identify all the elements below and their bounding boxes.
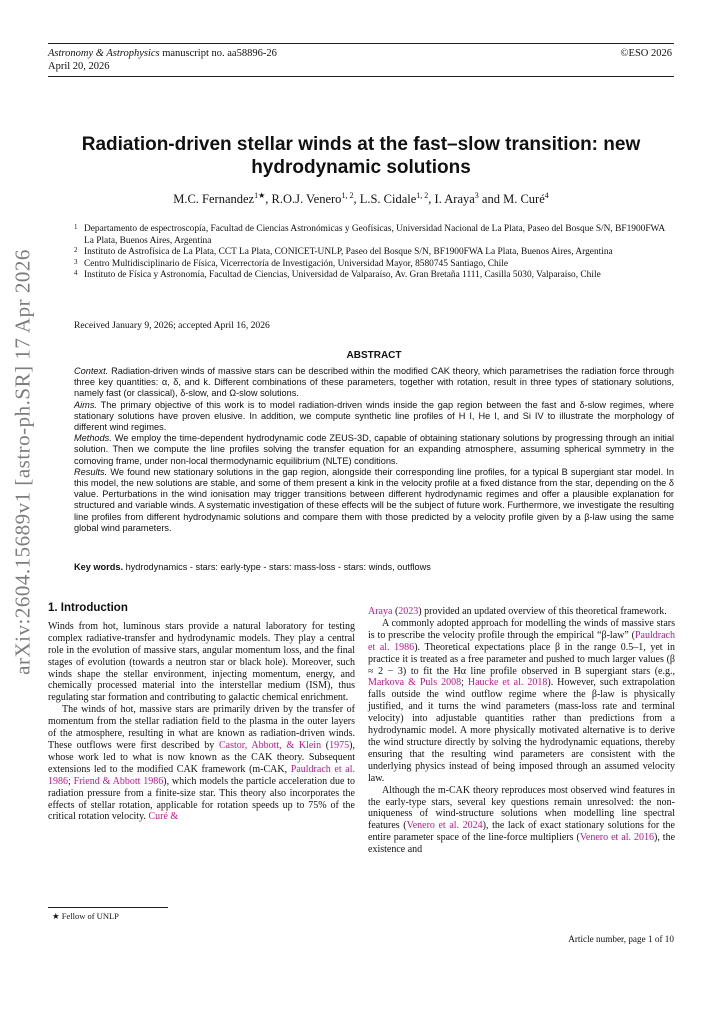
body-text: The winds of hot, massive stars are primarily driven by the transfer of momentum from the stellar radiation field to the plasma in the outer layers of the atmosphere, resulting in what are known as radiation-driven winds. These outflows were first described by — [48, 704, 355, 751]
author-affil-mark: 3 — [474, 191, 479, 200]
author-affil-mark: 1★ — [254, 191, 266, 200]
paper-title: Radiation-driven stellar winds at the fast–slow transition: new hydrodynamic solutions — [81, 134, 641, 178]
abstract — [74, 366, 674, 534]
abstract-text: The primary objective of this work is to model radiation-driven winds inside the gap region between the fast and δ-slow regimes, where stationary solutions have proven elusive. In addition, we compute synthetic line profiles of H I, He I, and Si IV to illustrate the morphology of different wind regimes. — [74, 399, 674, 433]
journal-line — [48, 47, 674, 60]
affiliation-item — [74, 224, 674, 247]
abstract-label: Results. — [74, 466, 108, 477]
citation-link[interactable]: Friend & Abbott 1986 — [73, 775, 164, 787]
keywords-label: Key words. — [74, 562, 124, 572]
body-paragraph — [368, 618, 675, 785]
affiliation-number: 2 — [74, 246, 78, 255]
citation-link[interactable]: Curé & — [148, 811, 179, 823]
abstract-paragraph — [74, 400, 674, 434]
citation-link[interactable]: Haucke et al. 2018 — [467, 677, 548, 689]
citation-link[interactable]: Pauldrach et al. 1986 — [368, 629, 675, 653]
journal-name: Astronomy & Astrophysics — [48, 48, 160, 59]
body-text: ( — [392, 606, 399, 617]
abstract-label: Methods. — [74, 433, 112, 444]
author-separator: and — [478, 192, 504, 207]
affiliation-text: Departamento de espectroscopía, Facultad de Ciencias Astronómicas y Geofísicas, Universidad Nacional de La Plata, Paseo del Bosque S/N, BF1900FWA La Plata, Buenos Aires, Argentina — [84, 224, 665, 246]
affiliation-item — [74, 247, 674, 259]
citation-link[interactable]: Castor, Abbott, & Klein — [219, 739, 322, 751]
left-column-body — [48, 621, 355, 823]
footnote: ★ Fellow of UNLP — [52, 911, 119, 921]
keywords — [74, 562, 674, 572]
author-list — [48, 188, 674, 207]
manuscript-number: manuscript no. aa58896-26 — [162, 48, 277, 59]
body-paragraph — [48, 621, 355, 704]
running-head — [48, 43, 674, 77]
body-text: ), the lack of exact stationary solutions for the entire parameter space of the line-force multipliers ( — [368, 820, 675, 844]
body-text: ; — [461, 677, 468, 689]
citation-link[interactable]: 2023 — [398, 606, 419, 617]
author-affil-mark: 1, 2 — [341, 191, 354, 200]
citation-link[interactable]: Markova & Puls 2008 — [368, 677, 462, 689]
author-separator: , — [428, 192, 435, 207]
abstract-text: We found new stationary solutions in the gap region, alongside their corresponding line profiles, for a typical B supergiant star model. In this model, the new solutions are stable, and some of them present a kink in the velocity profile at a fixed distance from the star, depending on the δ value. Perturbations in the wind ionisation may trigger transitions between different hydrodynamic regimes and offer a plausible explanation for structured and variable winds. A systematic investigation of these effects will be the subject of future work. Furthermore, we investigate the resulting line profiles from different hydrodynamic solutions and compare them with those predicted by a velocity profile given by a β-law using the same global wind parameters. — [74, 466, 674, 533]
body-text: ). Theoretical expectations place β in the range 0.5–1, yet in practice it is treated as a free parameter and pushed to much larger values (β ≈ 2 − 3) to fit the Hα line profile observed in B supergiant stars (e.g., — [368, 641, 675, 677]
affiliation-text: Centro Multidisciplinario de Física, Vicerrectoría de Investigación, Universidad Mayor, 8580745 Santiago, Chile — [84, 258, 509, 269]
right-column-body — [368, 606, 675, 856]
abstract-paragraph — [74, 433, 674, 467]
affiliation-number: 1 — [74, 223, 78, 231]
body-paragraph — [48, 704, 355, 823]
body-paragraph — [368, 606, 675, 618]
affiliation-text: Instituto de Astrofísica de La Plata, CCT La Plata, CONICET-UNLP, Paseo del Bosque S/N, BF1900FWA La Plata, Buenos Aires, Argentina — [84, 247, 613, 258]
body-text: ). However, such extrapolation falls outside the wind outflow regime where the β-law is physically justified, and it turns the wind parameters (mass-loss rate and terminal velocity) into adjustable quantities rather than predictions from a hydrodynamic model. A more physically motivated alternative is to derive the wind structure directly by solving the hydrodynamic equations, thereby ensuring that the resulting wind parameters are consistent with the underlying physics instead of being imposed through an assumed velocity law. — [368, 677, 676, 784]
abstract-text: Radiation-driven winds of massive stars can be described within the modified CAK theory, which parametrises the radiation force through three key quantities: α, δ, and k. Different combinations of these parameters, together with rotation, result in three types of stationary solutions, namely fast (or classical), δ-slow, and Ω-slow solutions. — [74, 366, 674, 399]
page-number: Article number, page 1 of 10 — [568, 934, 674, 944]
body-text: ; — [68, 775, 74, 787]
abstract-paragraph — [74, 366, 674, 400]
affiliations — [74, 224, 674, 282]
section-heading-introduction: 1. Introduction — [48, 602, 128, 614]
body-text: Winds from hot, luminous stars provide a natural laboratory for testing complex radiative-transfer and hydrodynamic models. They play a central role in the evolution of massive stars, angular momentum loss, and the final stages of evolution (towards a neutron star or black hole). Moreover, such winds shape the stellar environment, injecting momentum, energy, and chemically processed material into the interstellar medium (ISM), thus regulating star formation and contributing to galactic chemical enrichment. — [48, 620, 355, 704]
affiliation-item — [74, 259, 674, 271]
body-text: ), whose work led to what is now known as the CAK theory. Subsequent extensions led to the modified CAK framework (m-CAK, — [48, 739, 355, 775]
author-affil-mark: 4 — [544, 191, 549, 200]
citation-link[interactable]: Venero et al. 2024 — [406, 820, 483, 832]
copyright: ©ESO 2026 — [620, 48, 672, 59]
abstract-paragraph — [74, 467, 674, 534]
body-text: A commonly adopted approach for modelling the winds of massive stars is to prescribe the velocity profile through the empirical “β-law” ( — [368, 617, 675, 641]
body-text: ), the existence and — [368, 832, 676, 856]
affiliation-number: 3 — [74, 257, 78, 266]
abstract-text: We employ the time-dependent hydrodynamic code ZEUS-3D, capable of obtaining stationary solutions by progressing through an initial solution. Then we compute the line profiles solving the transfer equation for an expanding atmosphere, assuming spherical symmetry in the comoving frame, under non-local thermodynamic equilibrium (NLTE) conditions. — [74, 433, 674, 466]
body-text: ( — [321, 739, 330, 751]
keywords-text: hydrodynamics - stars: early-type - stars: mass-loss - stars: winds, outflows — [123, 562, 431, 572]
abstract-label: Aims. — [74, 399, 97, 410]
author-name: M.C. Fernandez — [173, 192, 255, 207]
citation-link[interactable]: Venero et al. 2016 — [579, 832, 654, 844]
affiliation-text: Instituto de Física y Astronomía, Facultad de Ciencias, Universidad de Valparaíso, Av. Gran Bretaña 1111, Casilla 5030, Valparaíso, Chile — [84, 270, 601, 281]
body-text: ), which models the particle acceleration due to radiation pressure from a finite-size star. This theory also incorporates the effects of stellar rotation, applicable for rotation speeds up to 75% of the critical rotation velocity. — [48, 775, 355, 823]
body-paragraph — [368, 785, 675, 856]
affiliation-item — [74, 270, 674, 282]
citation-link[interactable]: 1975 — [329, 739, 350, 751]
abstract-heading: ABSTRACT — [346, 350, 402, 361]
arxiv-stamp-text: arXiv:2604.15689v1 [astro-ph.SR] 17 Apr 2026 — [10, 249, 35, 675]
citation-link[interactable]: Pauldrach et al. 1986 — [48, 763, 355, 787]
right-column — [368, 606, 675, 856]
author-separator: , — [265, 192, 272, 207]
author-name: R.O.J. Venero — [271, 192, 342, 207]
citation-link[interactable]: Araya — [368, 606, 393, 617]
affiliation-number: 4 — [74, 269, 78, 278]
author-name: L.S. Cidale — [359, 192, 417, 207]
author-name: I. Araya — [434, 192, 475, 207]
arxiv-stamp — [8, 249, 38, 675]
left-column — [48, 603, 355, 823]
manuscript-date: April 20, 2026 — [48, 61, 110, 72]
author-separator: , — [353, 192, 360, 207]
abstract-label: Context. — [74, 366, 109, 376]
body-text: Although the m-CAK theory reproduces most observed wind features in the early-type stars, several key questions remain unresolved: the non-uniqueness of wind-structure solutions when modelling line spectral features ( — [368, 784, 675, 832]
received-dates: Received January 9, 2026; accepted April 16, 2026 — [74, 320, 270, 331]
author-name: M. Curé — [503, 192, 545, 207]
body-text: ) provided an updated overview of this theoretical framework. — [418, 606, 667, 617]
footnote-rule — [48, 907, 168, 908]
author-affil-mark: 1, 2 — [416, 191, 429, 200]
